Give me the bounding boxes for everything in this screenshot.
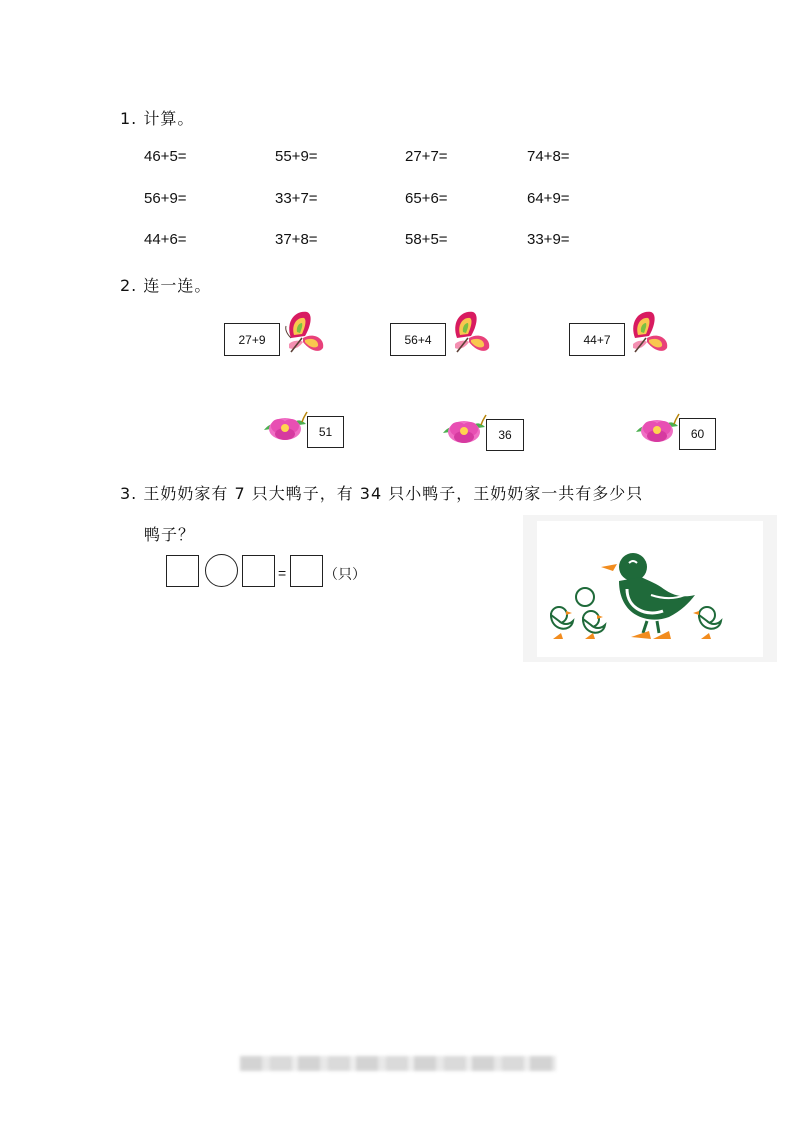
expression-cell: 74+8= (527, 148, 570, 165)
butterfly-expression-box[interactable]: 56+4 (390, 323, 446, 356)
flower-number-box[interactable]: 51 (307, 416, 344, 448)
footer-watermark (240, 1056, 556, 1071)
expression-cell: 55+9= (275, 148, 318, 165)
expression-cell: 64+9= (527, 190, 570, 207)
butterfly-icon (449, 308, 493, 356)
butterfly-icon (283, 308, 327, 356)
question-3-title-line1: 3. 王奶奶家有 7 只大鸭子，有 34 只小鸭子，王奶奶家一共有多少只 (120, 484, 644, 503)
answer-box-operand-1[interactable] (166, 555, 199, 587)
expression-cell: 46+5= (144, 148, 187, 165)
question-1-title: 1. 计算。 (120, 109, 195, 128)
butterfly-expression-box[interactable]: 27+9 (224, 323, 280, 356)
flower-icon (634, 412, 680, 446)
expression-cell: 27+7= (405, 148, 448, 165)
flower-icon (262, 410, 308, 444)
expression-cell: 65+6= (405, 190, 448, 207)
flower-number-box[interactable]: 36 (486, 419, 524, 451)
expression-cell: 33+9= (527, 231, 570, 248)
expression-cell: 37+8= (275, 231, 318, 248)
butterfly-icon (627, 308, 671, 356)
expression-cell: 58+5= (405, 231, 448, 248)
answer-box-operand-2[interactable] (242, 555, 275, 587)
flower-icon (441, 413, 487, 447)
answer-operator-circle[interactable] (205, 554, 238, 587)
question-2-title: 2. 连一连。 (120, 276, 212, 295)
unit-label: （只） (324, 567, 366, 583)
equals-sign: = (278, 565, 287, 581)
expression-cell: 56+9= (144, 190, 187, 207)
question-3-title-line2: 鸭子？ (144, 525, 196, 544)
expression-cell: 33+7= (275, 190, 318, 207)
expression-cell: 44+6= (144, 231, 187, 248)
duck-family-illustration (523, 515, 777, 662)
butterfly-expression-box[interactable]: 44+7 (569, 323, 625, 356)
flower-number-box[interactable]: 60 (679, 418, 716, 450)
answer-box-result[interactable] (290, 555, 323, 587)
